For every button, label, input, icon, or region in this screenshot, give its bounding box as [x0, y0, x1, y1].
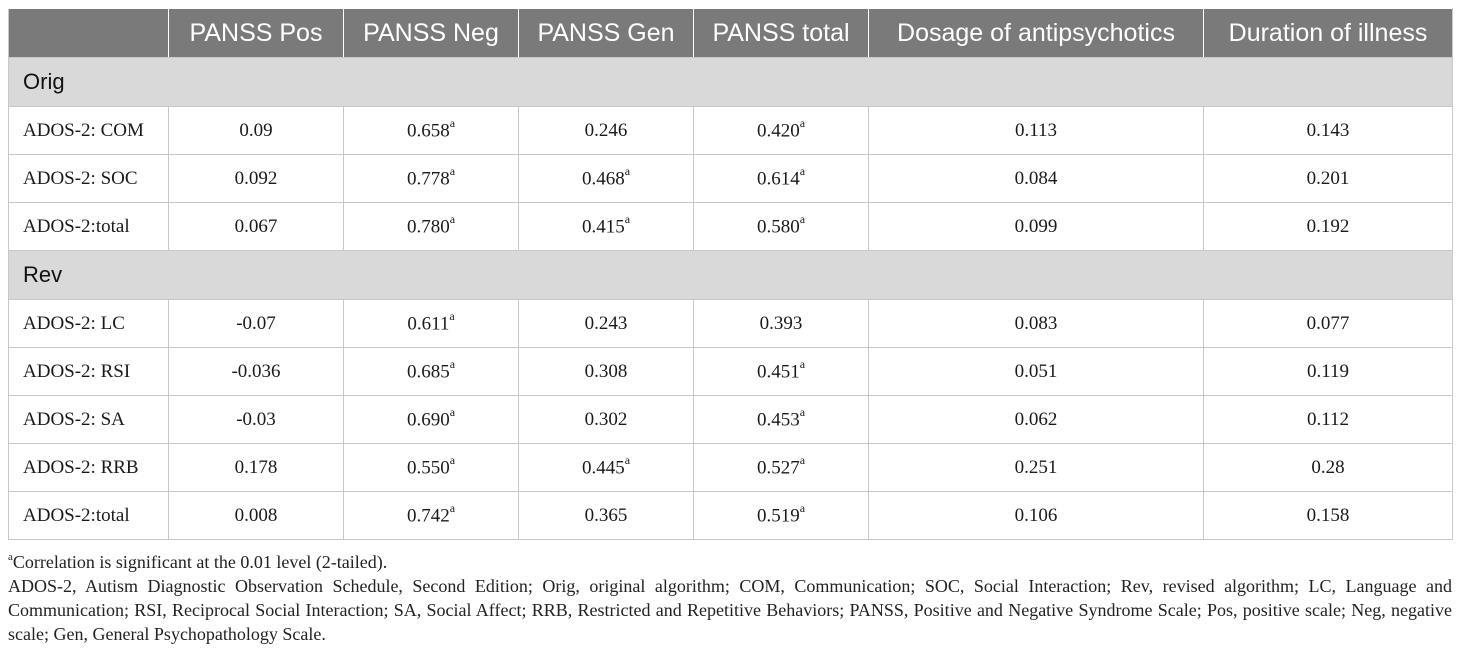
- cell-value: 0.611: [407, 313, 450, 335]
- cell-value: 0.09: [239, 119, 273, 141]
- significance-marker: a: [799, 357, 806, 372]
- cell-value: 0.550: [406, 457, 450, 479]
- table-cell: [169, 348, 344, 396]
- table-cell: [694, 348, 869, 396]
- significance-marker: a: [449, 501, 456, 516]
- section-row: [9, 58, 1453, 107]
- table-cell: [169, 492, 344, 540]
- table-cell: [694, 300, 869, 348]
- cell-value: 0.365: [584, 504, 628, 526]
- cell-value: 0.742: [406, 505, 450, 527]
- table-cell: [1204, 300, 1453, 348]
- cell-value: 0.468: [581, 168, 625, 190]
- table-row: [9, 300, 1453, 348]
- significance-note: [8, 546, 1452, 574]
- table-cell: [344, 396, 519, 444]
- cell-value: 0.113: [1014, 119, 1058, 141]
- significance-marker: a: [449, 357, 456, 372]
- cell-value: 0.393: [759, 312, 803, 334]
- significance-marker: a: [449, 164, 456, 179]
- cell-value: 0.690: [406, 409, 450, 431]
- cell-value: 0.119: [1306, 360, 1350, 382]
- section-row: [9, 251, 1453, 300]
- table-body: [9, 58, 1453, 540]
- cell-value: 0.302: [584, 408, 628, 430]
- table-cell: [519, 396, 694, 444]
- row-label: ADOS-2: RSI: [9, 348, 169, 396]
- cell-value: 0.251: [1014, 456, 1058, 478]
- cell-value: 0.112: [1306, 408, 1350, 430]
- table-row: [9, 155, 1453, 203]
- table-cell: [1204, 396, 1453, 444]
- header-cell: PANSS Neg: [344, 9, 519, 58]
- cell-value: 0.778: [406, 168, 450, 190]
- significance-marker: a: [449, 212, 456, 227]
- table-cell: [519, 107, 694, 155]
- cell-value: 0.415: [581, 216, 625, 238]
- cell-value: 0.527: [756, 457, 800, 479]
- cell-value: 0.084: [1014, 167, 1058, 189]
- cell-value: 0.658: [406, 120, 450, 142]
- cell-value: 0.614: [756, 168, 800, 190]
- table-cell: [344, 492, 519, 540]
- header-row: [9, 9, 1453, 58]
- row-label: ADOS-2: SA: [9, 396, 169, 444]
- table-cell: [869, 203, 1204, 251]
- table-cell: [1204, 348, 1453, 396]
- table-cell: [1204, 444, 1453, 492]
- significance-marker: a: [449, 405, 456, 420]
- table-cell: [344, 107, 519, 155]
- table-row: [9, 348, 1453, 396]
- table-cell: [519, 155, 694, 203]
- cell-value: -0.036: [231, 360, 281, 382]
- table-cell: [694, 107, 869, 155]
- header-cell: Duration of illness: [1204, 9, 1453, 58]
- cell-value: 0.067: [234, 215, 278, 237]
- cell-value: 0.062: [1014, 408, 1058, 430]
- table-cell: [344, 155, 519, 203]
- section-title: Orig: [9, 58, 1453, 107]
- table-cell: [169, 107, 344, 155]
- table-cell: [869, 492, 1204, 540]
- cell-value: 0.243: [584, 312, 628, 334]
- table-cell: [519, 444, 694, 492]
- table-row: [9, 396, 1453, 444]
- table-cell: [169, 203, 344, 251]
- significance-text: Correlation is significant at the 0.01 level (2-tailed).: [12, 552, 388, 572]
- table-cell: [519, 300, 694, 348]
- significance-marker: a: [799, 116, 806, 131]
- table-cell: [869, 107, 1204, 155]
- cell-value: 0.201: [1306, 167, 1350, 189]
- table-cell: [869, 348, 1204, 396]
- row-label: ADOS-2: RRB: [9, 444, 169, 492]
- table-cell: [344, 300, 519, 348]
- header-cell: PANSS total: [694, 9, 869, 58]
- cell-value: 0.092: [234, 167, 278, 189]
- cell-value: 0.051: [1014, 360, 1058, 382]
- cell-value: 0.099: [1014, 215, 1058, 237]
- table-cell: [694, 203, 869, 251]
- table-cell: [869, 396, 1204, 444]
- cell-value: 0.008: [234, 504, 278, 526]
- table-cell: [694, 155, 869, 203]
- table-cell: [1204, 203, 1453, 251]
- significance-marker: a: [624, 212, 631, 227]
- cell-value: 0.28: [1311, 456, 1345, 478]
- table-cell: [519, 203, 694, 251]
- table-cell: [169, 396, 344, 444]
- table-row: [9, 203, 1453, 251]
- table-row: [9, 444, 1453, 492]
- significance-marker: a: [624, 453, 631, 468]
- table-cell: [869, 444, 1204, 492]
- significance-marker: a: [449, 309, 455, 324]
- cell-value: 0.308: [584, 360, 628, 382]
- significance-marker: a: [799, 501, 806, 516]
- abbreviations-note: ADOS-2, Autism Diagnostic Observation Schedule, Second Edition; Orig, original algorithm; COM, Communication; SOC, Social Interaction; Rev, revised algorithm; LC, Language and Communication; RSI, Reciprocal Social Interaction; SA, Social Affect; RRB, Restricted and Repetitive Behaviors; PANSS, Positive and Negative Syndrome Scale; Pos, positive scale; Neg, negative scale; Gen, General Psychopathology Scale.: [8, 576, 1452, 644]
- cell-value: 0.143: [1306, 119, 1350, 141]
- table-cell: [519, 348, 694, 396]
- table-cell: [169, 444, 344, 492]
- cell-value: 0.158: [1306, 504, 1350, 526]
- significance-marker: a: [799, 212, 806, 227]
- header-cell: Dosage of antipsychotics: [869, 9, 1204, 58]
- cell-value: 0.685: [406, 361, 450, 383]
- cell-value: 0.083: [1014, 312, 1058, 334]
- cell-value: -0.07: [236, 312, 276, 334]
- cell-value: 0.178: [234, 456, 278, 478]
- table-cell: [1204, 492, 1453, 540]
- section-title: Rev: [9, 251, 1453, 300]
- table-row: [9, 107, 1453, 155]
- table-cell: [169, 155, 344, 203]
- table-cell: [694, 444, 869, 492]
- table-cell: [869, 300, 1204, 348]
- significance-marker: a: [449, 453, 456, 468]
- cell-value: 0.780: [406, 216, 450, 238]
- significance-marker: a: [799, 405, 806, 420]
- table-cell: [169, 300, 344, 348]
- cell-value: 0.453: [756, 409, 800, 431]
- row-label: ADOS-2:total: [9, 203, 169, 251]
- table-cell: [519, 492, 694, 540]
- cell-value: 0.192: [1306, 215, 1350, 237]
- table-cell: [344, 444, 519, 492]
- table-cell: [694, 396, 869, 444]
- significance-marker: a: [449, 116, 456, 131]
- table-cell: [344, 348, 519, 396]
- table-cell: [869, 155, 1204, 203]
- row-label: ADOS-2: LC: [9, 300, 169, 348]
- table-cell: [1204, 155, 1453, 203]
- cell-value: 0.246: [584, 119, 628, 141]
- cell-value: 0.451: [756, 361, 800, 383]
- cell-value: 0.077: [1306, 312, 1350, 334]
- header-cell: [9, 9, 169, 58]
- row-label: ADOS-2: COM: [9, 107, 169, 155]
- row-label: ADOS-2: SOC: [9, 155, 169, 203]
- significance-marker: a: [799, 164, 806, 179]
- footnote-marker: a: [8, 551, 13, 563]
- table-footnotes: [8, 546, 1452, 646]
- header-cell: PANSS Pos: [169, 9, 344, 58]
- cell-value: 0.580: [756, 216, 800, 238]
- table-row: [9, 492, 1453, 540]
- correlation-table-container: [8, 8, 1452, 646]
- cell-value: -0.03: [236, 408, 276, 430]
- row-label: ADOS-2:total: [9, 492, 169, 540]
- table-cell: [694, 492, 869, 540]
- cell-value: 0.420: [756, 120, 800, 142]
- correlation-table: [8, 8, 1453, 540]
- cell-value: 0.445: [581, 457, 625, 479]
- table-cell: [344, 203, 519, 251]
- header-cell: PANSS Gen: [519, 9, 694, 58]
- significance-marker: a: [799, 453, 806, 468]
- significance-marker: a: [624, 164, 631, 179]
- table-cell: [1204, 107, 1453, 155]
- cell-value: 0.106: [1014, 504, 1058, 526]
- cell-value: 0.519: [756, 505, 800, 527]
